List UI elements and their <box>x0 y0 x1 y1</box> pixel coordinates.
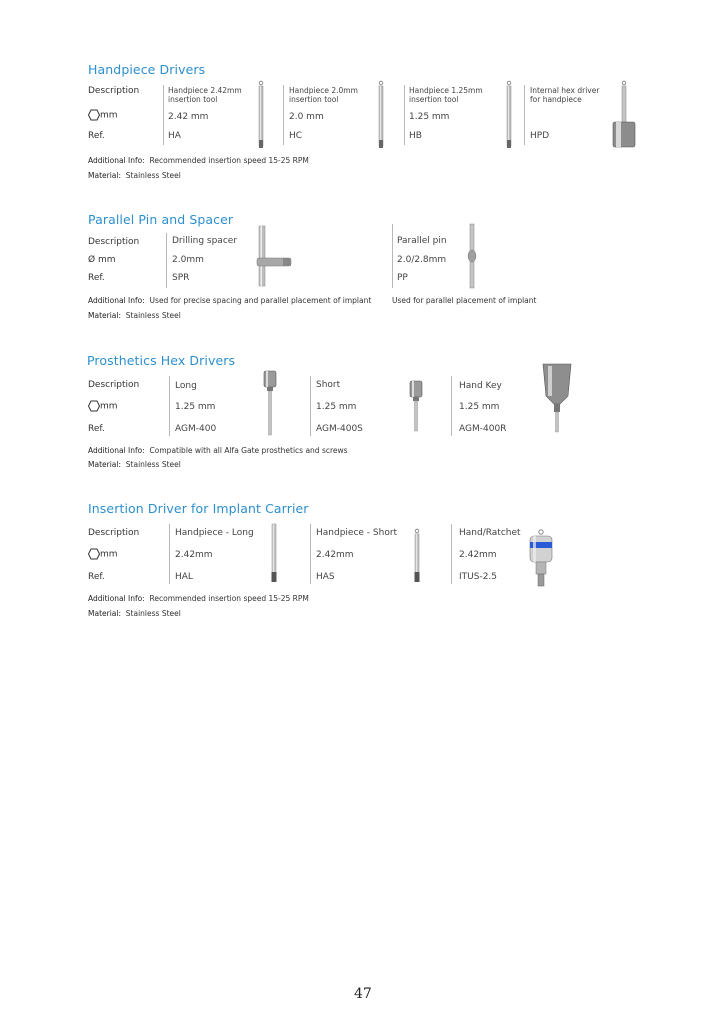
column-divider <box>392 224 393 288</box>
item-ref: SPR <box>172 273 190 283</box>
item-size: 2.42mm <box>316 550 354 560</box>
item-ref: AGM-400S <box>316 424 363 434</box>
item-description: Handpiece 2.0mm insertion tool <box>289 86 358 104</box>
column-divider <box>310 376 311 436</box>
page-number: 47 <box>354 986 372 1002</box>
material-info: Material: Stainless Steel <box>88 460 181 469</box>
hex-driver-short-image <box>408 379 424 435</box>
item-description: Handpiece 2.42mm insertion tool <box>168 86 242 104</box>
hex-icon <box>88 109 100 121</box>
additional-info: Additional Info: Recommended insertion speed 15-25 RPM <box>88 156 309 165</box>
additional-info: Additional Info: Used for precise spacing and parallel placement of implant <box>88 296 372 305</box>
item-description: Long <box>175 381 197 391</box>
section-title-insertion-driver: Insertion Driver for Implant Carrier <box>88 501 309 516</box>
row-label-size: mm <box>88 109 118 121</box>
item-description: Short <box>316 380 341 390</box>
section-title-handpiece-drivers: Handpiece Drivers <box>88 62 206 77</box>
item-size: 1.25 mm <box>175 402 216 412</box>
insertion-driver-long-image <box>270 522 278 584</box>
item-description: Drilling spacer <box>172 236 238 246</box>
hex-driver-long-image <box>262 369 278 439</box>
hand-key-image <box>540 360 574 436</box>
additional-info: Additional Info: Compatible with all Alfa Gate prosthetics and screws <box>88 446 348 455</box>
item-size: 2.0 mm <box>289 112 324 122</box>
row-label-ref: Ref. <box>88 424 105 434</box>
item-description: Internal hex driver for handpiece <box>530 86 600 104</box>
additional-info-secondary: Used for parallel placement of implant <box>392 296 537 305</box>
section-title-prosthetics-hex: Prosthetics Hex Drivers <box>87 353 236 368</box>
column-divider <box>283 85 284 145</box>
row-label-description: Description <box>88 380 140 390</box>
row-label-size: Ø mm <box>88 255 116 265</box>
row-label-description: Description <box>88 86 140 96</box>
row-label-description: Description <box>88 237 140 247</box>
column-divider <box>524 85 525 145</box>
item-description: Handpiece 1.25mm insertion tool <box>409 86 483 104</box>
item-ref: HPD <box>530 131 550 141</box>
column-divider <box>169 524 170 584</box>
hex-icon <box>88 400 100 412</box>
item-ref: HAS <box>316 572 335 582</box>
item-ref: HAL <box>175 572 193 582</box>
item-size: 2.42mm <box>175 550 213 560</box>
column-divider <box>404 85 405 145</box>
handpiece-driver-image <box>505 80 513 150</box>
hex-driver-image <box>610 80 638 150</box>
item-ref: HB <box>409 131 422 141</box>
item-size: 2.42 mm <box>168 112 209 122</box>
column-divider <box>169 376 170 436</box>
item-ref: HA <box>168 131 181 141</box>
column-divider <box>310 524 311 584</box>
drilling-spacer-image <box>243 224 295 288</box>
item-ref: AGM-400 <box>175 424 217 434</box>
item-ref: AGM-400R <box>459 424 507 434</box>
item-description: Handpiece - Long <box>175 528 254 538</box>
item-size: 2.42mm <box>459 550 497 560</box>
item-ref: ITUS-2.5 <box>459 572 498 582</box>
row-label-ref: Ref. <box>88 273 105 283</box>
parallel-pin-image <box>466 222 478 290</box>
column-divider <box>166 233 167 288</box>
material-info: Material: Stainless Steel <box>88 311 181 320</box>
hex-icon <box>88 548 100 560</box>
material-info: Material: Stainless Steel <box>88 609 181 618</box>
insertion-driver-short-image <box>413 528 421 584</box>
additional-info: Additional Info: Recommended insertion speed 15-25 RPM <box>88 594 309 603</box>
handpiece-driver-image <box>377 80 385 150</box>
item-size: 1.25 mm <box>316 402 357 412</box>
item-description: Parallel pin <box>397 236 447 246</box>
row-label-ref: Ref. <box>88 131 105 141</box>
column-divider <box>451 524 452 584</box>
row-label-size: mm <box>88 548 118 560</box>
row-label-ref: Ref. <box>88 572 105 582</box>
row-label-description: Description <box>88 528 140 538</box>
row-label-size: mm <box>88 400 118 412</box>
item-description: Handpiece - Short <box>316 528 398 538</box>
column-divider <box>451 376 452 436</box>
item-description: Hand Key <box>459 381 502 391</box>
column-divider <box>163 85 164 145</box>
handpiece-driver-image <box>257 80 265 150</box>
item-size: 2.0mm <box>172 255 204 265</box>
item-size: 1.25 mm <box>409 112 450 122</box>
item-size: 2.0/2.8mm <box>397 255 447 265</box>
section-title-parallel-pin: Parallel Pin and Spacer <box>88 212 234 227</box>
material-info: Material: Stainless Steel <box>88 171 181 180</box>
item-size: 1.25 mm <box>459 402 500 412</box>
item-ref: PP <box>397 273 408 283</box>
ratchet-driver-image <box>528 528 554 592</box>
item-ref: HC <box>289 131 303 141</box>
item-description: Hand/Ratchet <box>459 528 521 538</box>
